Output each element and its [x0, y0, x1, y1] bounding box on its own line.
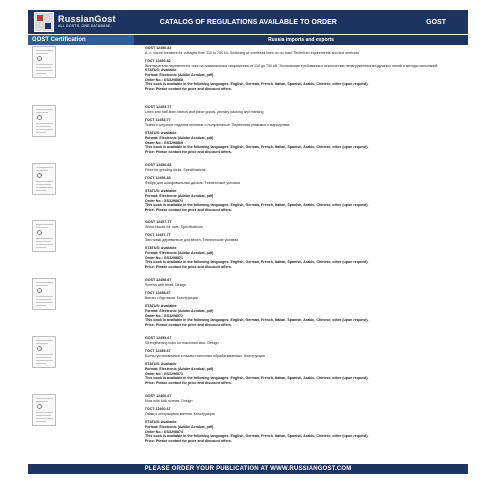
entry-format: Format: Electronic (Adobe Acrobat, pdf) [145, 366, 214, 371]
entry-price: Price: Please contact for price and discount offers. [145, 264, 232, 269]
entry-format: Format: Electronic (Adobe Acrobat, pdf) [145, 135, 214, 140]
entry-order-number: Order No.: GS3298868 [145, 77, 183, 82]
entry-code-ru: ГОСТ 12459-67 [145, 349, 171, 354]
entry-title-ru: Болты установочные к пазам станочных обрабатываемых. Конструкция [145, 353, 265, 358]
entry-languages: This book is available in the following languages: English, German, French, Italian, Spanish, Arabic, Chinese, other (upon request). [145, 203, 369, 208]
document-thumbnail-icon [32, 46, 56, 78]
brand-block [58, 15, 116, 29]
entry-code: GOST 12458-67 [145, 278, 172, 282]
entry-order-number: Order No.: GS3298869 [145, 140, 183, 145]
entry-code: GOST 12456-83 [145, 163, 172, 167]
entry-languages: This book is available in the following languages: English, German, French, Italian, Spanish, Arabic, Chinese, other (upon request). [145, 376, 369, 381]
document-thumbnail-icon [32, 105, 56, 137]
entry-status: STATUS: Available [145, 362, 177, 367]
entry-code-ru: ГОСТ 12460-67 [145, 407, 171, 412]
entry-title-en: Linen and half-linen fabrics and piece goods, primary packing and marking [145, 109, 264, 114]
entry-languages: This book is available in the following languages: English, German, French, Italian, Spanish, Arabic, Chinese, other (upon request). [145, 145, 369, 150]
entry-status: STATUS: Available [145, 304, 177, 309]
entry-languages: This book is available in the following languages: English, German, French, Italian, Spanish, Arabic, Chinese, other (upon request). [145, 82, 369, 87]
entry-code: GOST 12457-77 [145, 220, 172, 224]
document-thumbnail-icon [32, 220, 56, 252]
document-thumbnail-icon [32, 394, 56, 426]
entry-code: GOST 12453-77 [145, 105, 172, 109]
russiangost-logo-icon [34, 12, 54, 32]
entry-order-number: Order No.: GS3298872 [145, 313, 183, 318]
entry-order-number: Order No.: GS3298870 [145, 198, 183, 203]
catalog-page [28, 10, 468, 474]
entry-format: Format: Electronic (Adobe Acrobat, pdf) [145, 72, 214, 77]
entry-status: STATUS: Available [145, 420, 177, 425]
page-header [28, 10, 468, 34]
entry-price: Price: Please contact for price and discount offers. [145, 380, 232, 385]
entry-format: Format: Electronic (Adobe Acrobat, pdf) [145, 193, 214, 198]
entry-title-ru: Винты с буртиком. Конструкция [145, 295, 198, 300]
entry-status: STATUS: Available [145, 68, 177, 73]
imports-exports-label: Russia imports and exports [134, 35, 468, 45]
entry-code: GOST 12460-67 [145, 394, 172, 398]
entry-order-number: Order No.: GS3298873 [145, 371, 183, 376]
entry-status: STATUS: Available [145, 189, 177, 194]
entry-title-en: Strengthening bolts for machined stoc. Design [145, 340, 219, 345]
gost-label: GOST [426, 18, 446, 26]
entry-code-ru: ГОСТ 12450-82 [145, 59, 171, 64]
brand-tagline: ALL GOSTS. ONE DATABASE. [58, 24, 112, 29]
entry-code-ru: ГОСТ 12453-77 [145, 118, 171, 123]
entry-price: Price: Please contact for price and discount offers. [145, 86, 232, 91]
entry-title-en: Screws with bead. Design [145, 282, 187, 287]
subheader [28, 35, 468, 45]
entry-title-ru: Заготовки деревянные для весел. Технические условия [145, 237, 239, 242]
entry-format: Format: Electronic (Adobe Acrobat, pdf) [145, 424, 214, 429]
entry-status: STATUS: Available [145, 131, 177, 136]
entry-code-ru: ГОСТ 12456-83 [145, 176, 171, 181]
brand-name: RussianGost [58, 14, 116, 25]
entry-order-number: Order No.: GS3298871 [145, 255, 183, 260]
entry-title-en: Wood blocks for oars. Specifications [145, 224, 203, 229]
entry-title-ru: Фибра для шлифовальных дисков. Технические условия [145, 180, 240, 185]
entry-order-number: Order No.: GS3298874 [145, 429, 183, 434]
catalog-title: CATALOG OF REGULATIONS AVAILABLE TO ORDER [159, 18, 337, 26]
entry-title-ru: Гайки с контрящими винтом. Конструкция [145, 411, 215, 416]
entry-code-ru: ГОСТ 12457-77 [145, 233, 171, 238]
entry-title-en: Fibre for grinding disks. Specifications [145, 167, 206, 172]
document-thumbnail-icon [32, 163, 56, 195]
entry-format: Format: Electronic (Adobe Acrobat, pdf) [145, 250, 214, 255]
entry-code-ru: ГОСТ 12458-67 [145, 291, 171, 296]
entry-price: Price: Please contact for price and discount offers. [145, 207, 232, 212]
entry-title-en: A. c. circuit breakers for voltages from 110 to 750 kV. Switching of overhead lines on no-load. Technical requirements and test methods [145, 50, 360, 55]
document-thumbnail-icon [32, 278, 56, 310]
order-footer-banner[interactable]: PLEASE ORDER YOUR PUBLICATION AT WWW.RUSSIANGOST.COM [28, 464, 468, 474]
entry-price: Price: Please contact for price and discount offers. [145, 149, 232, 154]
entry-code: GOST 12450-82 [145, 46, 172, 50]
entry-price: Price: Please contact for price and discount offers. [145, 322, 232, 327]
entry-price: Price: Please contact for price and discount offers. [145, 438, 232, 443]
entry-title-en: Nuts with lock screws. Design [145, 398, 193, 403]
entry-languages: This book is available in the following languages: English, German, French, Italian, Spanish, Arabic, Chinese, other (upon request). [145, 318, 369, 323]
entry-languages: This book is available in the following languages: English, German, French, Italian, Spanish, Arabic, Chinese, other (upon request). [145, 434, 369, 439]
gost-certification-label: GOST Certification [28, 35, 134, 45]
entry-code: GOST 12459-67 [145, 336, 172, 340]
entry-title-ru: Выключатели переменного тока на номинальные напряжения от 110 до 750 кВ. Технические требования к отключению ненагруженных воздушных линий и методы испытаний [145, 63, 438, 68]
entry-format: Format: Electronic (Adobe Acrobat, pdf) [145, 308, 214, 313]
entry-title-ru: Ткани и штучные изделия льняные и полульняные. Первичная упаковка и маркировка [145, 122, 290, 127]
document-thumbnail-icon [32, 336, 56, 368]
entry-languages: This book is available in the following languages: English, German, French, Italian, Spanish, Arabic, Chinese, other (upon request). [145, 260, 369, 265]
entry-status: STATUS: Available [145, 246, 177, 251]
